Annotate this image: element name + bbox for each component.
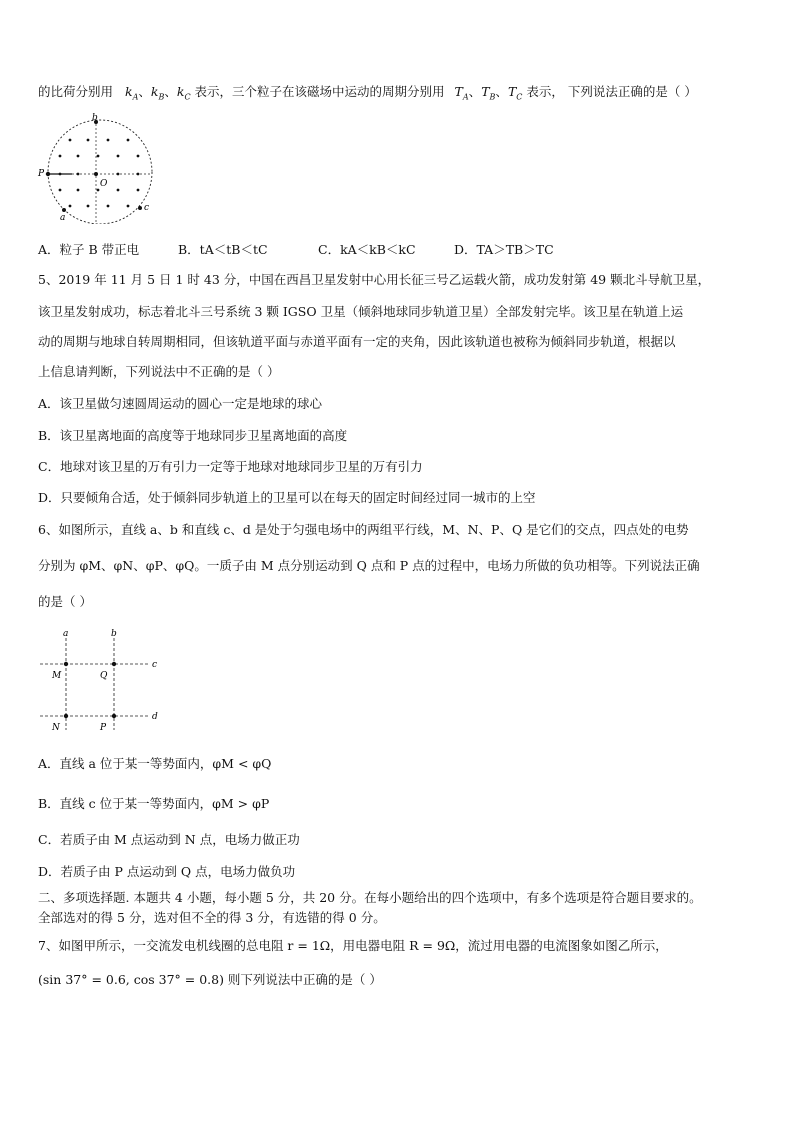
fig-label-b: b [92, 113, 98, 123]
fig-label-a: a [60, 213, 66, 223]
q5-stem-line-2: 该卫星发射成功，标志着北斗三号系统 3 颗 IGSO 卫星（倾斜地球同步轨道卫星）全部发射完毕。该卫星在轨道上运 [38, 304, 684, 319]
q5-stem-line-1: 5、2019 年 11 月 5 日 1 时 43 分，中国在西昌卫星发射中心用长征三号乙运载火箭，成功发射第 49 颗北斗导航卫星， [38, 272, 711, 287]
q4-option-b: B．tA＜tB＜tC [178, 242, 268, 257]
fig-label-m: M [52, 671, 62, 681]
fig-label-o: O [100, 179, 108, 189]
q5-option-a: A．该卫星做匀速圆周运动的圆心一定是地球的球心 [38, 396, 323, 411]
q6-parallel-lines-figure [38, 628, 168, 738]
fig-label-a: a [63, 629, 69, 639]
fig-label-d: d [152, 712, 158, 722]
section2-heading-line-1: 二、多项选择题. 本题共 4 小题，每小题 5 分，共 20 分。在每小题给出的四个选项中，有多个选项是符合题目要求的。 [38, 890, 702, 905]
q5-option-d: D．只要倾角合适，处于倾斜同步轨道上的卫星可以在每天的固定时间经过同一城市的上空 [38, 490, 536, 505]
q5-stem-line-3: 动的周期与地球自转周期相同，但该轨道平面与赤道平面有一定的夹角，因此该轨道也被称为倾斜同步轨道，根据以 [38, 334, 676, 349]
q6-option-a: A．直线 a 位于某一等势面内，φM < φQ [38, 756, 272, 771]
fig-label-c: c [144, 203, 150, 213]
q4-stem-line: 的比荷分别用 $k_A$、$k_B$、$k_C$ 表示，三个粒子在该磁场中运动的周期分别用 $T_A$、$T_B$、$T_C$ 表示， 下列说法正确的是（ ） [38, 84, 697, 102]
q4-option-d: D．TA＞TB＞TC [454, 242, 554, 257]
q5-option-c: C．地球对该卫星的万有引力一定等于地球对地球同步卫星的万有引力 [38, 459, 423, 474]
q4-magnetic-field-figure [36, 112, 166, 224]
q6-stem-line-3: 的是（ ） [38, 594, 92, 609]
q6-option-d: D．若质子由 P 点运动到 Q 点，电场力做负功 [38, 864, 296, 879]
q7-stem-line-2: (sin 37° = 0.6, cos 37° = 0.8) 则下列说法中正确的是（ ） [38, 972, 382, 987]
q4-option-a: A．粒子 B 带正电 [38, 242, 140, 257]
q6-option-c: C．若质子由 M 点运动到 N 点，电场力做正功 [38, 832, 300, 847]
q4-option-c: C．kA＜kB＜kC [318, 242, 416, 257]
fig-label-p: P [38, 169, 45, 179]
q7-stem-line-1: 7、如图甲所示，一交流发电机线圈的总电阻 r = 1Ω，用电器电阻 R = 9Ω，流过用电器的电流图象如图乙所示， [38, 938, 668, 953]
fig-label-b: b [111, 629, 117, 639]
fig-label-c: c [152, 660, 158, 670]
fig-label-q: Q [100, 671, 108, 681]
q6-stem-line-2: 分别为 φM、φN、φP、φQ。一质子由 M 点分别运动到 Q 点和 P 点的过程中，电场力所做的负功相等。下列说法正确 [38, 558, 700, 573]
q6-stem-line-1: 6、如图所示，直线 a、b 和直线 c、d 是处于匀强电场中的两组平行线，M、N、P、Q 是它们的交点，四点处的电势 [38, 522, 689, 537]
q6-option-b: B．直线 c 位于某一等势面内，φM > φP [38, 796, 270, 811]
fig-label-p: P [100, 723, 107, 733]
q5-stem-line-4: 上信息请判断，下列说法中不正确的是（ ） [38, 364, 280, 379]
section2-heading-line-2: 全部选对的得 5 分，选对但不全的得 3 分，有选错的得 0 分。 [38, 910, 386, 925]
q5-option-b: B．该卫星离地面的高度等于地球同步卫星离地面的高度 [38, 428, 348, 443]
fig-label-n: N [52, 723, 60, 733]
